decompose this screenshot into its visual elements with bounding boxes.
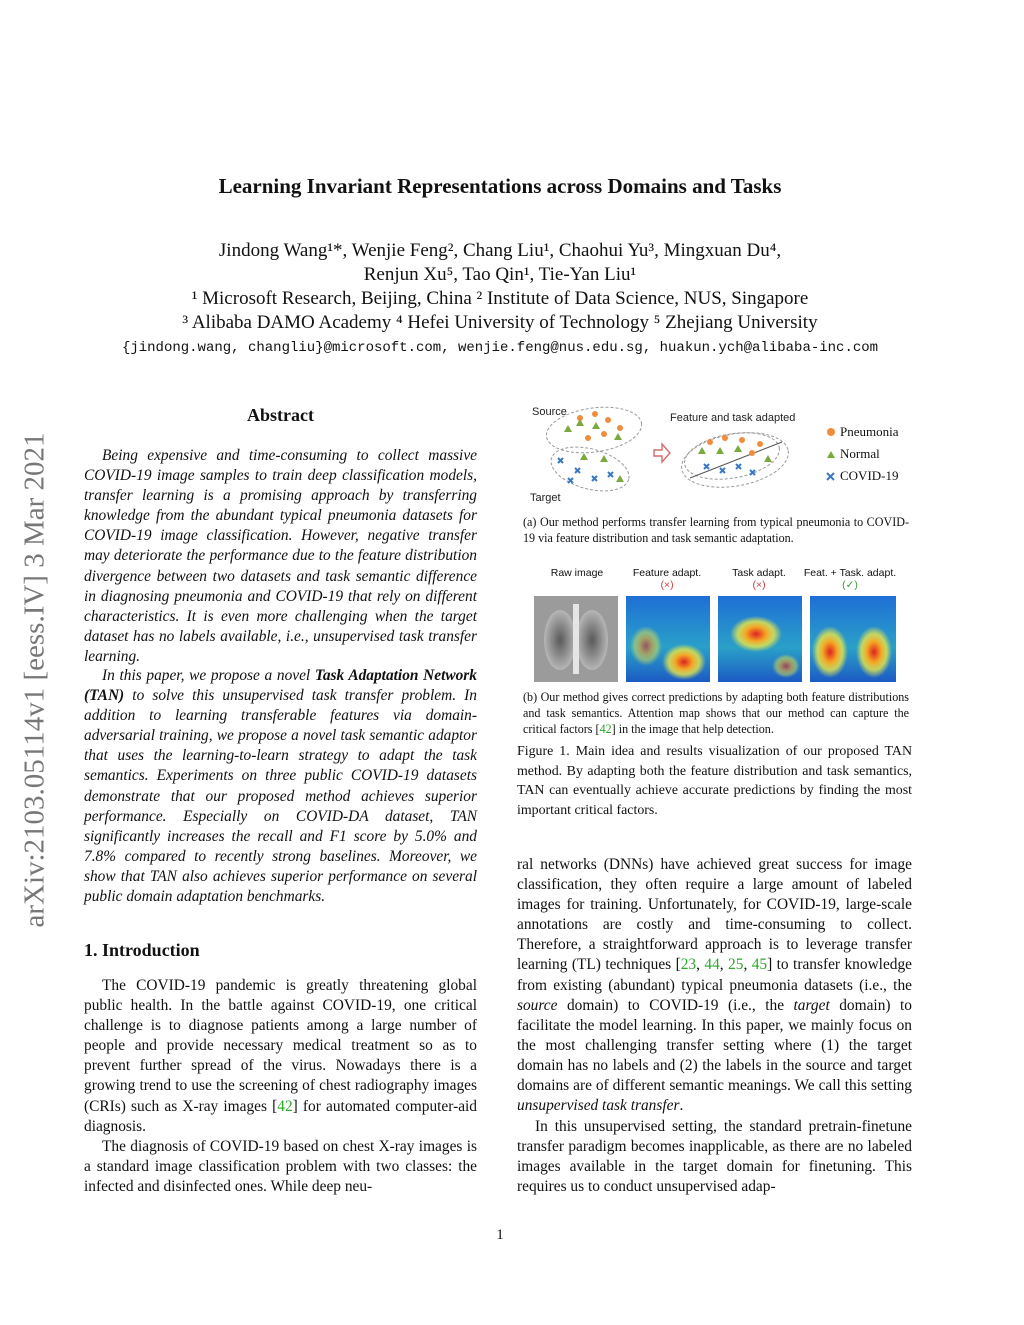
abstract-p2-text-b: to solve this unsupervised task transfer problem. In addition to learning transferable features via domain-adversarial training, we propose a novel task semantic adaptor that uses the learning-to-learn strategy to adapt the task semantics. Experiments on three public COVID-19 datasets demonstrate that our proposed method achieves superior performance. Especially on COVID-DA dataset, TAN significantly increases the recall and F1 score by 5.0% and 7.8% compared to recently strong baselines. Moreover, we show that TAN also achieves superior performance on several public domain adaptation benchmarks. bbox=[84, 687, 477, 906]
panel-label-raw: Raw image bbox=[550, 567, 604, 579]
right-p1-text-c: domain) to COVID-19 (i.e., the bbox=[557, 996, 794, 1014]
task-adapt-heatmap bbox=[718, 596, 802, 682]
panel-label-feature-text: Feature adapt. bbox=[632, 567, 702, 579]
citation-link[interactable]: 23 bbox=[680, 956, 697, 974]
author-emails: {jindong.wang, changliu}@microsoft.com, wenjie.feng@nus.edu.sg, huakun.ych@alibaba-inc.com bbox=[121, 340, 879, 356]
panel-label-feature bbox=[624, 567, 710, 591]
arrow-icon bbox=[654, 444, 670, 462]
page-number: 1 bbox=[496, 1227, 504, 1243]
abstract-paragraph-1: Being expensive and time-consuming to collect massive COVID-19 image samples to train deep classification models, transfer learning is a promising approach by transferring knowledge from the abundant typical pneumonia datasets for COVID-19 image classification. However, negative transfer may deteriorate the performance due to the feature distribution divergence between two datasets and task semantic difference in diagnosing pneumonia and COVID-19 that rely on different characteristics. It is even more challenging when the target dataset has no labels available, i.e., unsupervised task transfer learning. bbox=[84, 447, 477, 665]
legend-covid: COVID-19 bbox=[840, 468, 899, 483]
right-paragraph-1: ral networks (DNNs) have achieved great success for image classification, they often require a large amount of labeled images for training. Unfortunately, for COVID-19, large-scale annotations are costly and time-consuming to collect. Therefore, a straightforward approach is to leverage transfer learning (TL) techniques [23, 44, 25, 45] to transfer knowledge from existing (abundant) typical pneumonia datasets (i.e., the source domain) to COVID-19 (i.e., the target domain) to facilitate the model learning. In this paper, we mainly focus on the most challenging transfer setting where (1) the target domain has no labels and (2) the labels in the source and target domains are of different semantic meanings. We call this setting unsupervised task transfer. bbox=[517, 856, 913, 1115]
intro-p1-text-a: The COVID-19 pandemic is greatly threatening global public health. In the battle against COVID-19, one critical challenge is to diagnose patients among a large number of people and provide necessary medical treatment so as to prevent further spread of the virus. Nowadays there is a growing trend to use the screening of chest radiography images (CRIs) such as X-ray images [ bbox=[84, 977, 477, 1115]
affiliations-line-2: ³ Alibaba DAMO Academy ⁴ Hefei University of Technology ⁵ Zhejiang University bbox=[182, 312, 818, 333]
panel-label-task bbox=[716, 567, 802, 591]
source-label: Source bbox=[532, 406, 567, 418]
intro-heading: 1. Introduction bbox=[84, 940, 200, 960]
panel-label-task-text: Task adapt. bbox=[732, 567, 786, 579]
citation-link[interactable]: 42 bbox=[599, 721, 612, 736]
check-mark: (✓) bbox=[842, 579, 858, 591]
figure-1b-caption-a: (b) Our method gives correct predictions by adapting both feature distributions and task semantics. Attention map shows that our method can capture the critical factors [ bbox=[523, 690, 909, 736]
normal-legend-marker bbox=[827, 451, 835, 458]
figure-legend bbox=[827, 424, 899, 483]
pneumonia-legend-marker bbox=[827, 428, 835, 436]
right-p1-text-b: ] to transfer knowledge from existing (abundant) typical pneumonia datasets (i.e., the bbox=[517, 956, 913, 994]
legend-normal: Normal bbox=[840, 446, 880, 461]
figure-1-caption: Figure 1. Main idea and results visualization of our proposed TAN method. By adapting both the feature distribution and task semantics, TAN can eventually achieve accurate predictions by finding the most important critical factors. bbox=[517, 744, 912, 818]
citation-link[interactable]: 44 bbox=[704, 956, 720, 974]
intro-paragraph-1 bbox=[84, 976, 477, 1137]
source-points bbox=[564, 411, 623, 441]
authors-line-1: Jindong Wang¹*, Wenjie Feng², Chang Liu¹, Chaohui Yu³, Mingxuan Du⁴, bbox=[218, 240, 782, 261]
target-normal-points bbox=[580, 453, 624, 482]
right-p1-text-a: ral networks (DNNs) have achieved great success for image classification, they often require a large amount of labeled images for training. Unfortunately, for COVID-19, large-scale annotations are costly and time-consuming to collect. Therefore, a straightforward approach is to leverage transfer learning (TL) techniques [ bbox=[517, 856, 912, 974]
raw-xray-image bbox=[534, 596, 618, 682]
right-p1-text-d: domain) to facilitate the model learning. In this paper, we mainly focus on the most challenging transfer setting where (1) the target domain has no labels and (2) the labels in the source and target domains are of different semantic meanings. We call this setting bbox=[517, 996, 912, 1095]
abstract-p2-text-a: In this paper, we propose a novel bbox=[102, 667, 315, 684]
citation-link[interactable]: 45 bbox=[751, 956, 768, 974]
tan-name: Task Adaptation Network (TAN) bbox=[84, 667, 477, 705]
citation-link[interactable]: 42 bbox=[277, 1097, 293, 1115]
target-label: Target bbox=[530, 492, 561, 504]
citation-link[interactable]: 25 bbox=[728, 956, 744, 974]
adapted-label: Feature and task adapted bbox=[670, 412, 796, 424]
wrong-mark: (×) bbox=[660, 579, 674, 591]
wrong-mark: (×) bbox=[752, 579, 766, 591]
target-term: target bbox=[793, 996, 830, 1014]
abstract-paragraph-2 bbox=[84, 666, 477, 907]
abstract-heading: Abstract bbox=[247, 405, 314, 425]
figure-1b-attention-maps bbox=[534, 596, 898, 682]
panel-label-combined bbox=[800, 567, 900, 591]
right-paragraph-2: In this unsupervised setting, the standard pretrain-finetune transfer paradigm becomes inapplicable, as there are no labeled images available in the target domain for finetuning. This requires us to conduct unsupervised adap- bbox=[517, 1118, 912, 1196]
figure-1a-caption: (a) Our method performs transfer learning from typical pneumonia to COVID-19 via feature distribution and task semantic adaptation. bbox=[523, 515, 909, 545]
paper-title: Learning Invariant Representations across Domains and Tasks bbox=[218, 174, 782, 198]
right-p1-text-e: . bbox=[679, 1097, 684, 1115]
figure-1b-caption-b: ] in the image that help detection. bbox=[611, 721, 774, 736]
feature-adapt-heatmap bbox=[626, 596, 710, 682]
combined-adapt-heatmap bbox=[810, 596, 896, 682]
figure-1b-caption bbox=[523, 690, 909, 737]
target-ellipse bbox=[546, 439, 634, 498]
setting-term: unsupervised task transfer bbox=[517, 1097, 680, 1115]
covid-legend-marker bbox=[827, 473, 834, 480]
intro-paragraph-2: The diagnosis of COVID-19 based on chest X-ray images is a standard image classification problem with two classes: the infected and disinfected ones. While deep neu- bbox=[84, 1138, 477, 1196]
figure-1a-diagram bbox=[520, 398, 920, 510]
adapted-points bbox=[698, 435, 772, 462]
affiliations-line-1: ¹ Microsoft Research, Beijing, China ² Institute of Data Science, NUS, Singapore bbox=[191, 288, 809, 309]
intro-p1-text-b: ] for automated computer-aid diagnosis. bbox=[84, 1097, 477, 1135]
authors-line-2: Renjun Xu⁵, Tao Qin¹, Tie-Yan Liu¹ bbox=[363, 264, 637, 285]
source-term: source bbox=[517, 996, 558, 1014]
panel-label-combined-text: Feat. + Task. adapt. bbox=[803, 567, 897, 579]
legend-pneumonia: Pneumonia bbox=[840, 424, 899, 439]
arxiv-side-text: arXiv:2103.05114v1 [eess.IV] 3 Mar 2021 bbox=[18, 432, 51, 928]
arxiv-side-label bbox=[5, 360, 65, 1000]
